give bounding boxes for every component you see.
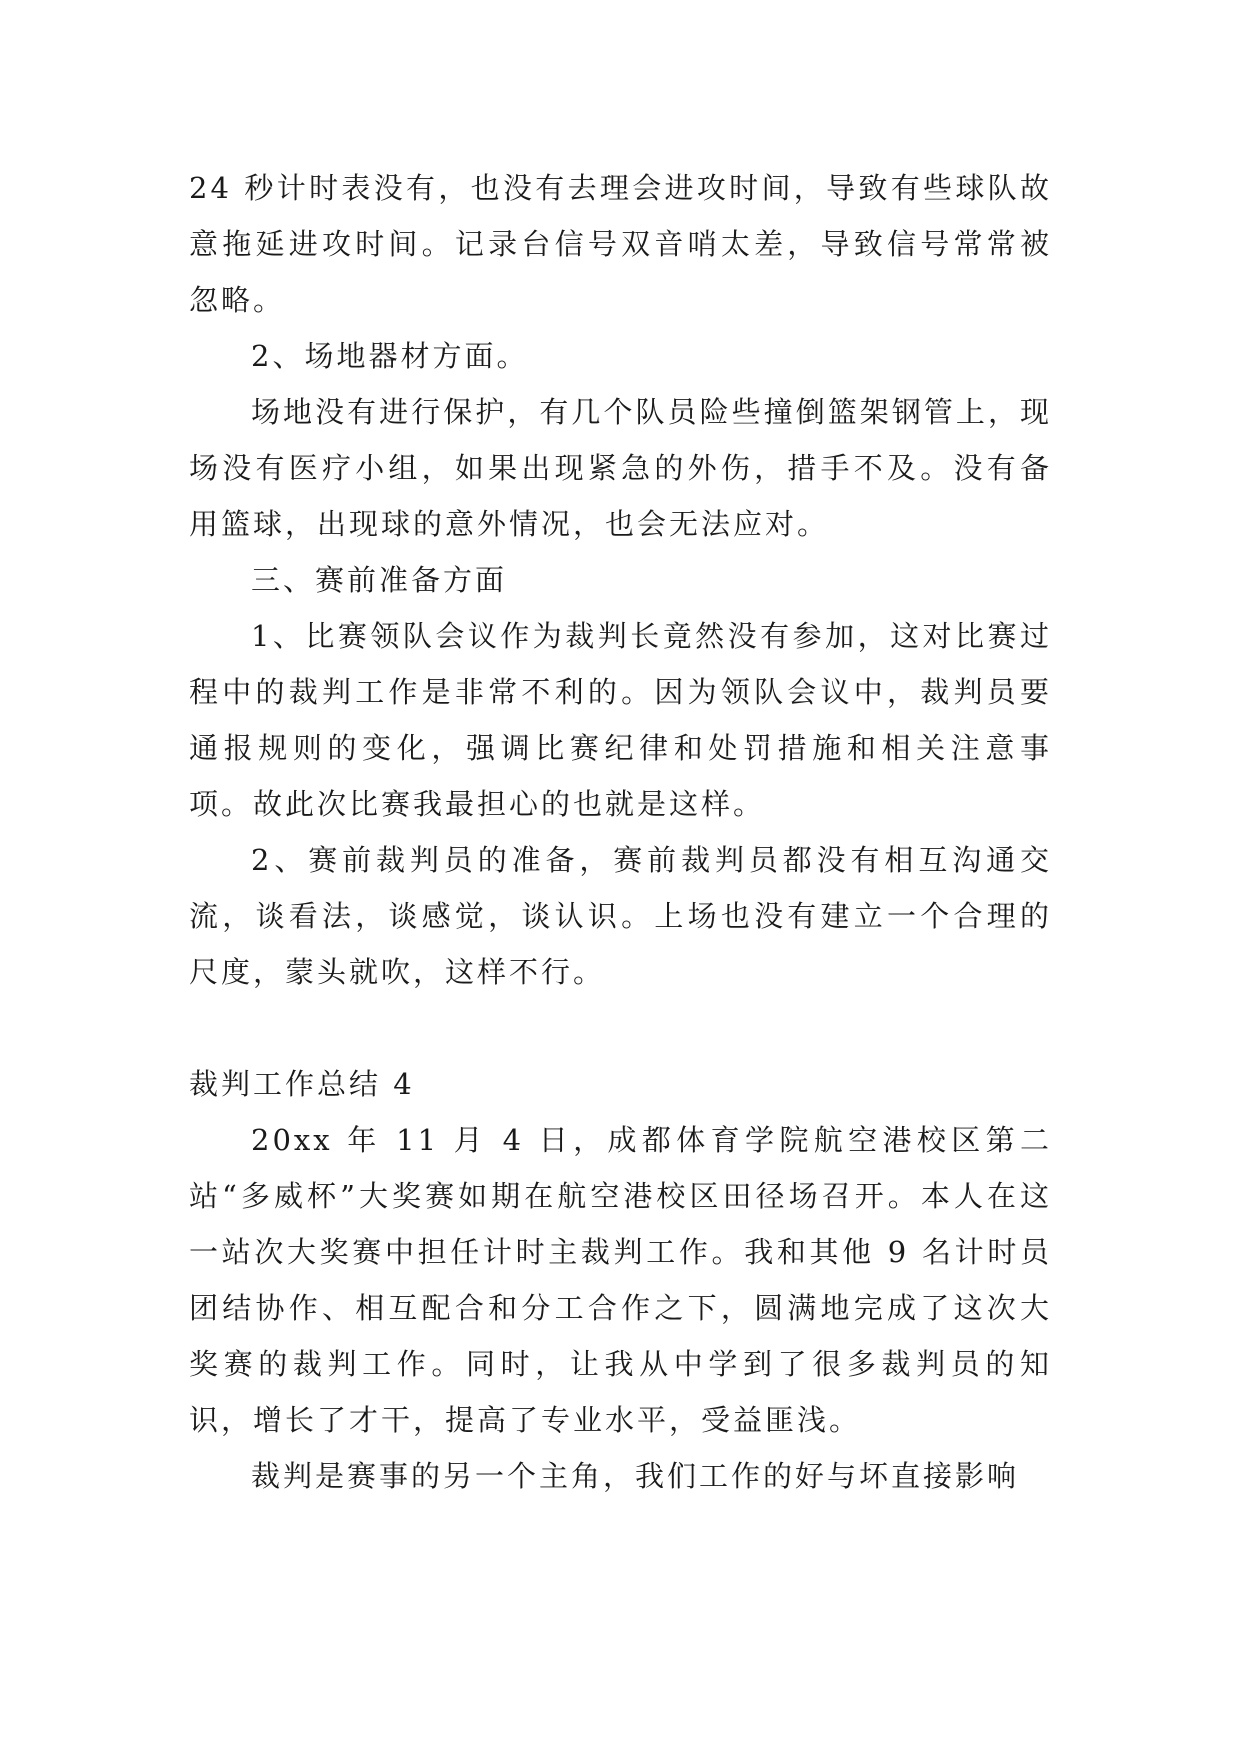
- paragraph-3: 场地没有进行保护，有几个队员险些撞倒篮架钢管上，现场没有医疗小组，如果出现紧急的外伤，措手不及。没有备用篮球，出现球的意外情况，也会无法应对。: [189, 395, 1052, 541]
- paragraph-2: 2、场地器材方面。: [251, 339, 529, 373]
- section-title: 裁判工作总结 4: [189, 1067, 415, 1101]
- paragraph-1: 24 秒计时表没有，也没有去理会进攻时间，导致有些球队故意拖延进攻时间。记录台信号双音哨太差，导致信号常常被忽略。: [189, 171, 1052, 317]
- paragraph-6: 2、赛前裁判员的准备，赛前裁判员都没有相互沟通交流，谈看法，谈感觉，谈认识。上场也没有建立一个合理的尺度，蒙头就吹，这样不行。: [189, 843, 1052, 989]
- section-paragraph-2: 裁判是赛事的另一个主角，我们工作的好与坏直接影响: [251, 1459, 1020, 1493]
- paragraph-5: 1、比赛领队会议作为裁判长竟然没有参加，这对比赛过程中的裁判工作是非常不利的。因为领队会议中，裁判员要通报规则的变化，强调比赛纪律和处罚措施和相关注意事项。故此次比赛我最担心的也就是这样。: [189, 619, 1052, 821]
- section-paragraph-1: 20xx 年 11 月 4 日，成都体育学院航空港校区第二站“多威杯”大奖赛如期在航空港校区田径场召开。本人在这一站次大奖赛中担任计时主裁判工作。我和其他 9 名计时员团结协作、相互配合和分工合作之下，圆满地完成了这次大奖赛的裁判工作。同时，让我从中学到了很多裁判员的知识，增长了才干，提高了专业水平，受益匪浅。: [189, 1123, 1052, 1437]
- document-body: [189, 160, 1052, 1504]
- paragraph-4: 三、赛前准备方面: [251, 563, 508, 597]
